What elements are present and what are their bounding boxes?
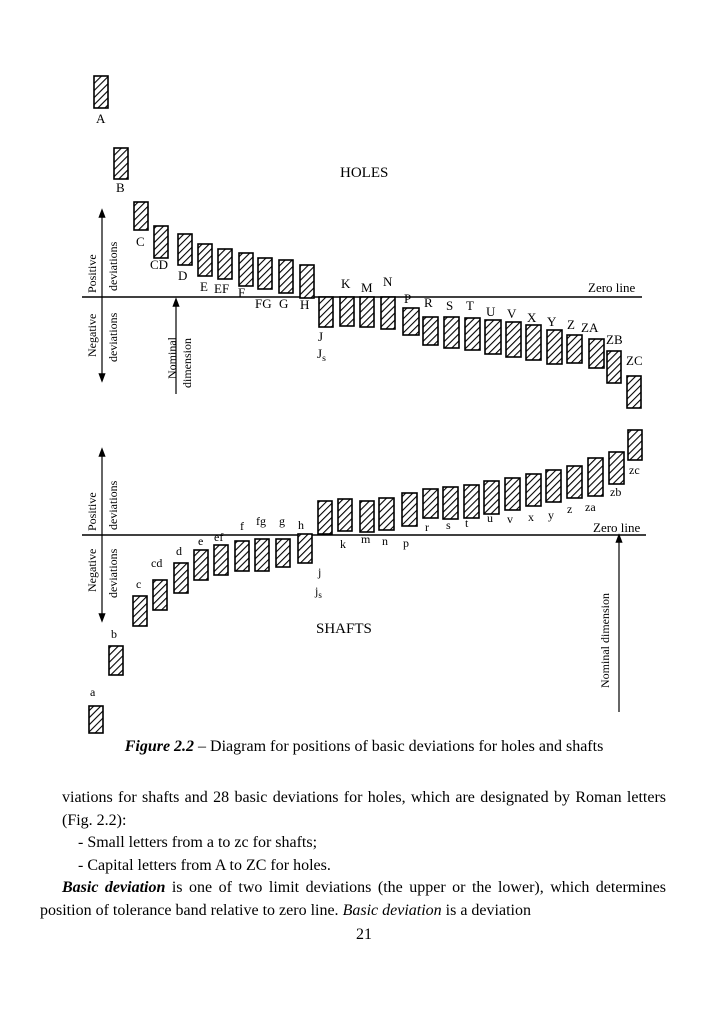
bar-v bbox=[505, 478, 520, 510]
bar-B bbox=[114, 148, 128, 179]
bar-G bbox=[279, 260, 293, 293]
shaft-label-r: r bbox=[425, 520, 429, 534]
shaft-label-cd: cd bbox=[151, 556, 163, 570]
shafts-zero-line-label: Zero line bbox=[593, 520, 641, 535]
hole-label-H: H bbox=[300, 297, 310, 312]
hole-label-C: C bbox=[136, 234, 145, 249]
bar-T bbox=[465, 318, 480, 350]
list-item-shafts: - Small letters from a to zc for shafts; bbox=[78, 834, 318, 851]
hole-label-EF: EF bbox=[214, 281, 230, 296]
bar-A bbox=[94, 76, 108, 108]
shafts-positive-deviations-label: deviations bbox=[106, 480, 120, 530]
bar-FG bbox=[258, 258, 272, 289]
shaft-label-z: z bbox=[567, 502, 573, 516]
bar-d bbox=[174, 563, 188, 593]
bar-za bbox=[588, 458, 603, 496]
hole-label-U: U bbox=[486, 304, 496, 319]
shafts-negative-deviations-label: deviations bbox=[106, 548, 120, 598]
holes-negative-label: Negative bbox=[85, 313, 99, 357]
bar-EF bbox=[218, 249, 232, 279]
bar-CD bbox=[154, 226, 168, 258]
shaft-label-js: $j_s$ bbox=[315, 584, 322, 600]
bar-S bbox=[444, 317, 459, 348]
bar-K bbox=[340, 297, 354, 326]
bar-H bbox=[300, 265, 314, 298]
bar-Z bbox=[567, 335, 582, 363]
bar-k bbox=[338, 499, 352, 531]
bar-r bbox=[423, 489, 438, 518]
bar-D bbox=[178, 234, 192, 265]
bar-F bbox=[239, 253, 253, 286]
bar-m bbox=[360, 501, 374, 532]
shaft-label-e: e bbox=[198, 534, 204, 548]
hole-label-ZC: ZC bbox=[626, 353, 643, 368]
bar-ZC bbox=[627, 376, 641, 408]
shaft-label-zc: zc bbox=[629, 463, 640, 477]
bar-zb bbox=[609, 452, 624, 484]
bar-U bbox=[485, 320, 501, 354]
hole-label-CD: CD bbox=[150, 257, 169, 272]
shaft-label-za: za bbox=[585, 500, 596, 514]
shaft-label-d: d bbox=[176, 544, 182, 558]
hole-label-N: N bbox=[383, 274, 393, 289]
hole-label-ZA: ZA bbox=[581, 320, 599, 335]
paragraph-2-end: is a deviation bbox=[441, 901, 531, 919]
bar-fg bbox=[255, 539, 269, 571]
bar-R bbox=[423, 317, 438, 345]
bar-ZA bbox=[589, 339, 604, 368]
bar-f bbox=[235, 541, 249, 571]
bar-y bbox=[546, 470, 561, 502]
hole-label-M: M bbox=[361, 280, 373, 295]
bar-X bbox=[526, 325, 541, 360]
shaft-label-n: n bbox=[382, 534, 388, 548]
shaft-label-f: f bbox=[240, 519, 244, 533]
bar-h bbox=[298, 534, 312, 563]
holes-nominal-label-2: dimension bbox=[180, 338, 194, 388]
bar-ZB bbox=[607, 351, 621, 383]
bar-Y bbox=[547, 330, 562, 364]
hole-label-B: B bbox=[116, 180, 125, 195]
hole-label-FG: FG bbox=[255, 296, 272, 311]
shaft-label-zb: zb bbox=[610, 485, 622, 499]
hole-label-K: K bbox=[341, 276, 351, 291]
shaft-label-c: c bbox=[136, 577, 142, 591]
bar-N bbox=[381, 297, 395, 329]
bar-u bbox=[484, 481, 499, 514]
shafts-negative-label: Negative bbox=[85, 548, 99, 592]
hole-label-J: J bbox=[318, 329, 324, 344]
page-number: 21 bbox=[356, 926, 372, 943]
hole-label-R: R bbox=[424, 295, 433, 310]
shaft-label-p: p bbox=[403, 536, 409, 550]
bar-E bbox=[198, 244, 212, 276]
holes-title: HOLES bbox=[340, 165, 389, 181]
paragraph-2 bbox=[40, 877, 666, 922]
hole-label-P: P bbox=[404, 291, 412, 306]
hole-label-D: D bbox=[178, 268, 188, 283]
bar-J bbox=[319, 297, 333, 327]
hole-label-S: S bbox=[446, 298, 454, 313]
figure-caption bbox=[0, 738, 728, 756]
holes-zero-line-label: Zero line bbox=[588, 280, 636, 295]
bar-ef bbox=[214, 545, 228, 575]
shaft-bars bbox=[89, 430, 642, 733]
figure-caption-text: – Diagram for positions of basic deviations for holes and shafts bbox=[194, 738, 604, 755]
bar-b bbox=[109, 646, 123, 675]
hole-label-T: T bbox=[466, 298, 474, 313]
shafts-title: SHAFTS bbox=[316, 621, 372, 637]
hole-label-V: V bbox=[507, 306, 517, 321]
holes-negative-deviations-label: deviations bbox=[106, 312, 120, 362]
shaft-label-ef: ef bbox=[214, 530, 224, 544]
shaft-label-a: a bbox=[90, 685, 96, 699]
hole-label-Z: Z bbox=[567, 317, 575, 332]
bar-M bbox=[360, 297, 374, 327]
bar-e bbox=[194, 550, 208, 580]
bar-C bbox=[134, 202, 148, 230]
holes-positive-label: Positive bbox=[85, 254, 99, 293]
bar-P bbox=[403, 308, 419, 335]
shaft-label-k: k bbox=[340, 537, 346, 551]
shaft-label-t: t bbox=[465, 516, 469, 530]
hole-label-ZB: ZB bbox=[606, 332, 623, 347]
shaft-label-h: h bbox=[298, 518, 304, 532]
hole-label-Js: $J_s$ bbox=[317, 346, 326, 364]
shaft-label-v: v bbox=[507, 512, 513, 526]
bar-p bbox=[402, 493, 417, 526]
shaft-label-x: x bbox=[528, 510, 534, 524]
bar-t bbox=[464, 485, 479, 518]
bar-g bbox=[276, 539, 290, 567]
hole-label-A: A bbox=[96, 111, 106, 126]
shaft-label-m: m bbox=[361, 532, 371, 546]
bar-z bbox=[567, 466, 582, 498]
bar-zc bbox=[628, 430, 642, 460]
hole-label-X: X bbox=[527, 310, 537, 325]
figure-label: Figure 2.2 bbox=[124, 738, 195, 755]
holes-nominal-label-1: Nominal bbox=[165, 337, 179, 379]
shaft-label-g: g bbox=[279, 514, 285, 528]
hole-label-E: E bbox=[200, 279, 208, 294]
hole-label-G: G bbox=[279, 296, 289, 311]
hole-label-F: F bbox=[238, 285, 246, 300]
shaft-label-y: y bbox=[548, 508, 554, 522]
shaft-label-s: s bbox=[446, 518, 451, 532]
shaft-label-fg: fg bbox=[256, 514, 266, 528]
hole-label-Y: Y bbox=[547, 314, 557, 329]
list-item-holes: - Capital letters from A to ZC for holes. bbox=[78, 856, 331, 874]
bar-s bbox=[443, 487, 458, 519]
shafts-positive-label: Positive bbox=[85, 492, 99, 531]
bar-n bbox=[379, 498, 394, 530]
body-text bbox=[40, 787, 666, 922]
bar-j bbox=[318, 501, 332, 534]
bar-V bbox=[506, 322, 521, 357]
term-basic-deviation-1: Basic deviation bbox=[62, 879, 166, 896]
bar-x bbox=[526, 474, 541, 506]
bar-a bbox=[89, 706, 103, 733]
paragraph-2-mid: is one of two limit deviations (the upper or the lower), which determines position of tolerance band relative to zero line. bbox=[40, 879, 666, 919]
paragraph-1: viations for shafts and 28 basic deviations for holes, which are designated by Roman letters (Fig. 2.2): bbox=[62, 789, 666, 829]
bar-cd bbox=[153, 580, 167, 610]
holes-positive-deviations-label: deviations bbox=[106, 241, 120, 291]
term-basic-deviation-2: Basic deviation bbox=[342, 901, 442, 919]
shaft-label-u: u bbox=[487, 511, 493, 525]
bar-c bbox=[133, 596, 147, 626]
shaft-label-j: j bbox=[318, 565, 322, 579]
shaft-label-b: b bbox=[111, 627, 117, 641]
shafts-nominal-label: Nominal dimension bbox=[598, 593, 612, 688]
